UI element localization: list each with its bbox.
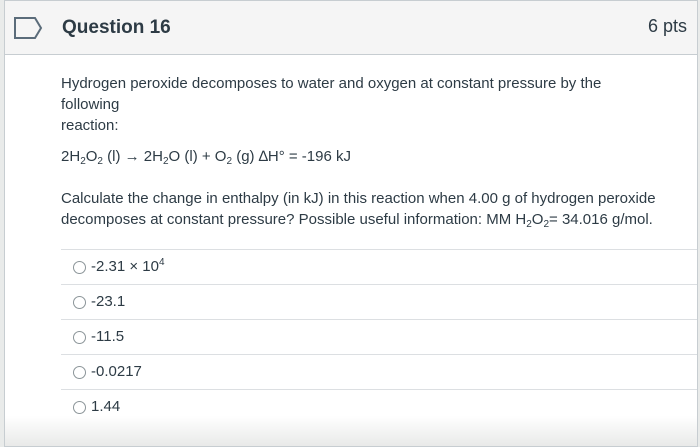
answer-option-3[interactable]: [61, 319, 697, 354]
question-header: [5, 1, 697, 55]
question-intro: [61, 73, 661, 136]
answer-label: -11.5: [91, 328, 125, 345]
question-prompt: [61, 188, 661, 230]
question-title: Question 16: [62, 17, 171, 38]
answer-option-2[interactable]: [61, 284, 697, 319]
prompt-line-1: Calculate the change in enthalpy (in kJ) in this reaction when 4.00 g of hydrogen peroxide: [61, 190, 656, 207]
answer-label: -23.1: [91, 293, 126, 310]
answer-option-4[interactable]: [61, 354, 697, 389]
prompt-line-2: decomposes at constant pressure? Possible useful information: MM $H_2O_2= 34.016$ g/mol.: [61, 211, 653, 230]
question-points: 6 pts: [647, 16, 687, 36]
answer-label: 1.44: [91, 398, 121, 415]
radio-button[interactable]: [73, 366, 86, 379]
intro-line-2: reaction:: [61, 117, 119, 134]
answer-label: $-2.31 \times 10^4$: [91, 257, 165, 275]
radio-button[interactable]: [73, 331, 86, 344]
intro-line-1: Hydrogen peroxide decomposes to water and oxygen at constant pressure by the following: [61, 75, 602, 113]
screen-shadow: [5, 416, 697, 446]
radio-button[interactable]: [73, 261, 86, 274]
question-card: [4, 0, 698, 447]
reaction-equation: $2H_2O_2$ $(l) \to 2H_2O$ $(l) + O_2$ (g) ∆H° = -196 kJ: [61, 148, 351, 167]
radio-button[interactable]: [73, 296, 86, 309]
answer-label: -0.0217: [91, 363, 142, 380]
flag-question-icon[interactable]: [13, 16, 43, 40]
radio-button[interactable]: [73, 401, 86, 414]
answer-list: [61, 249, 697, 424]
answer-option-1[interactable]: [61, 249, 697, 284]
